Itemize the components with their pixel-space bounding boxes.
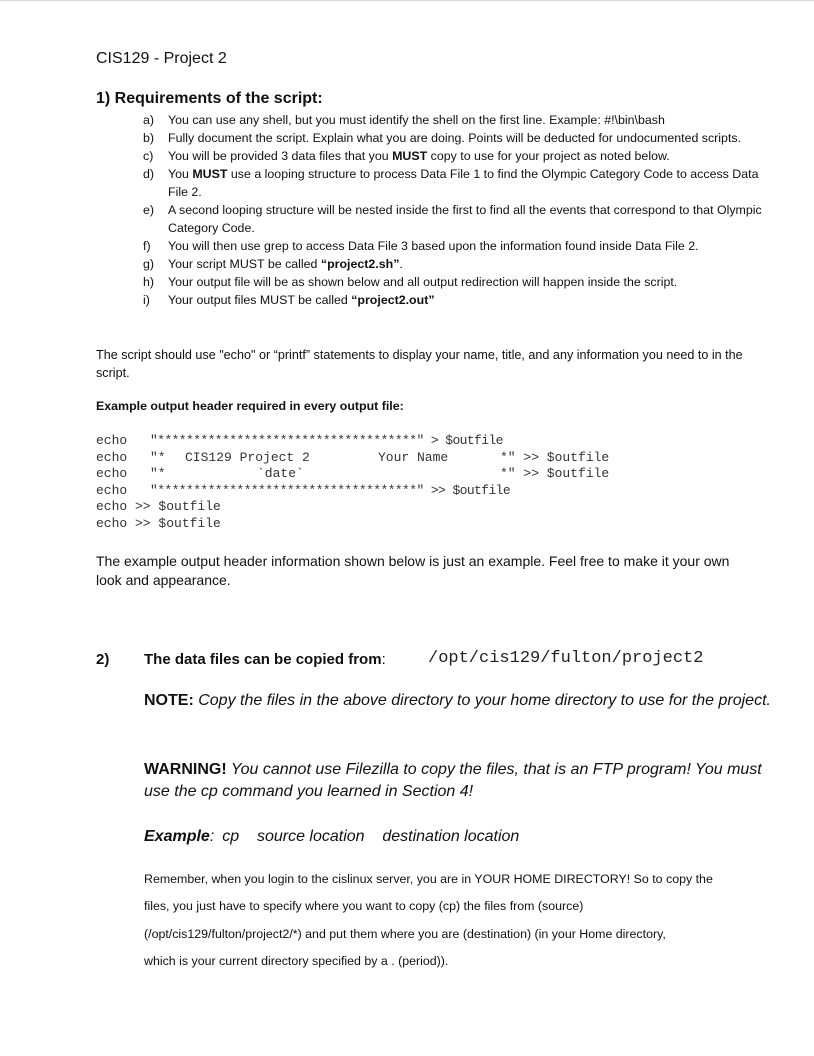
list-item [143,201,763,237]
code-text: *" >> $outfile [500,466,610,481]
example-label: Example [144,828,210,845]
list-item-text: You can use any shell, but you must identify the shell on the first line. Example: #!\bin\bash [168,113,665,127]
list-item-text: You will then use grep to access Data File 3 based upon the information found inside Data File 2. [168,239,699,253]
list-item [143,147,763,165]
note-paragraph [144,690,784,712]
code-line: echo >> $outfile [96,499,221,514]
list-item-text: You will be provided 3 data files that you [168,149,393,163]
emphasis-text: MUST [392,149,428,163]
list-item [143,129,763,147]
list-letter: b) [143,131,155,145]
list-item-text: You [168,167,193,181]
list-item-text: Your output files MUST be called [168,293,352,307]
section-2-label: The data files can be copied from [144,651,382,668]
list-item-text: A second looping structure will be nested inside the first to find all the events that correspond to that Olympic Category Code. [168,203,762,235]
code-text: *" >> $outfile [500,450,610,465]
warning-text: You cannot use Filezilla to copy the files, that is an FTP program! You must use the cp command you learned in Section 4! [144,761,762,800]
example-line [144,828,519,846]
section-2-colon: : [381,651,386,668]
list-item [143,111,763,129]
code-line: "************************************" > $outfile [150,433,503,448]
list-letter: i) [143,293,150,307]
code-text: "* [150,466,166,481]
data-files-path: /opt/cis129/fulton/project2 [428,649,704,668]
section-1-heading: 1) Requirements of the script: [96,90,323,107]
script-note-paragraph: The script should use "echo" or “printf” statements to display your name, title, and any information you need to in the script. [96,348,743,380]
list-item-text: . [399,257,403,271]
code-text: "* [150,450,166,465]
list-item-text: Fully document the script. Explain what you are doing. Points will be deducted for undocumented scripts. [168,131,742,145]
example-value: cp source location destination location [222,828,520,845]
code-line: echo >> $outfile [96,516,221,531]
remember-line: Remember, when you login to the cislinux server, you are in YOUR HOME DIRECTORY! So to copy the [144,872,713,886]
list-letter: g) [143,257,155,271]
list-item-text: use a looping structure to process Data File 1 to find the Olympic Category Code to access Data File 2. [168,167,759,199]
remember-line: files, you just have to specify where you want to copy (cp) the files from (source) [144,899,584,914]
document-title: CIS129 - Project 2 [96,50,227,67]
remember-line: which is your current directory specified by a . (period)). [144,953,449,968]
list-item [143,165,763,201]
list-item [143,237,763,255]
list-item-text: Your script MUST be called [168,257,321,271]
example-colon: : [209,828,215,845]
code-keyword: echo [96,483,128,498]
list-item [143,255,763,273]
list-letter: c) [143,149,154,163]
list-item-text: Your output file will be as shown below and all output redirection will happen inside the script. [168,275,678,289]
emphasis-text: MUST [192,167,228,181]
list-item-text: copy to use for your project as noted below. [427,149,670,163]
note-label: NOTE: [144,692,194,709]
code-line: "************************************" >> $outfile [150,483,511,498]
closing-note-paragraph: The example output header information shown below is just an example. Feel free to make it your own look and appearance. [96,553,730,588]
emphasis-text: “project2.sh” [320,257,400,271]
remember-paragraph [144,866,784,975]
warning-label: WARNING! [144,761,227,778]
list-letter: f) [143,239,151,253]
code-text: CIS129 Project 2 [185,450,310,465]
code-text: `date` [257,466,304,481]
section-2-heading [144,651,386,668]
section-2-number: 2) [96,651,110,668]
requirements-list [143,111,763,309]
list-letter: h) [143,275,155,289]
list-item [143,291,763,309]
code-keyword: echo [96,466,128,481]
remember-line: (/opt/cis129/fulton/project2/*) and put them where you are (destination) (in your Home directory, [144,926,666,941]
example-output-heading: Example output header required in every output file: [96,399,404,413]
note-text: Copy the files in the above directory to your home directory to use for the project. [193,692,771,709]
emphasis-text: “project2.out” [351,293,435,307]
warning-paragraph [144,759,784,803]
list-letter: e) [143,203,155,217]
list-letter: d) [143,167,155,181]
code-text: Your Name [378,450,449,465]
list-letter: a) [143,113,155,127]
code-keyword: echo [96,433,128,448]
list-item [143,273,763,291]
code-keyword: echo [96,450,128,465]
